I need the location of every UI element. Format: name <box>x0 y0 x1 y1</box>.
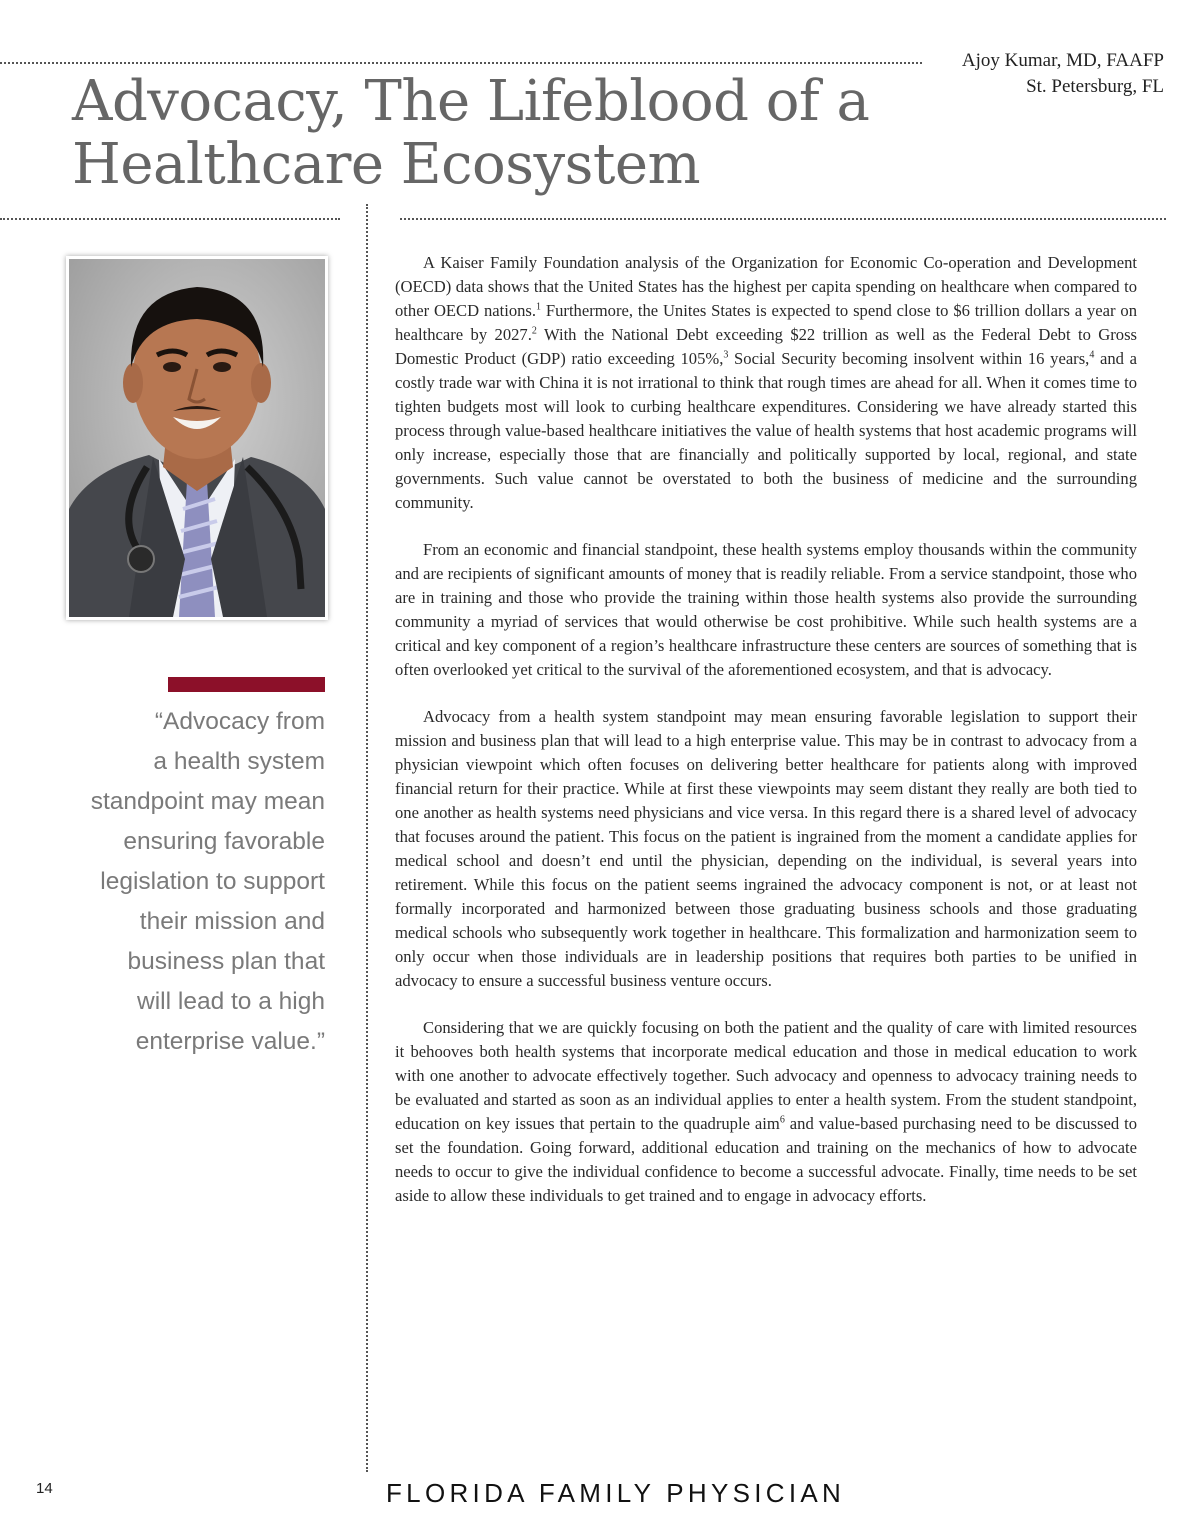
article-title <box>72 70 892 196</box>
title-line-2: Healthcare Ecosystem <box>72 132 701 197</box>
title-line-1: Advocacy, The Lifeblood of a <box>72 69 870 134</box>
top-dotted-rule <box>0 62 922 64</box>
pullquote-line: standpoint may mean <box>90 788 325 815</box>
article-paragraph <box>395 538 1137 682</box>
footnote-reference: 3 <box>723 349 729 361</box>
footnote-reference: 1 <box>536 301 542 313</box>
pullquote-line: a health system <box>153 748 325 775</box>
article-paragraph <box>395 705 1137 993</box>
page-number: 14 <box>36 1480 53 1497</box>
paragraph-text: Furthermore, the Unites States is expected to spend close to $6 trillion dollars a year on healthcare by 2027. <box>395 301 1137 344</box>
pullquote-line: enterprise value.” <box>135 1028 325 1055</box>
pullquote-line: their mission and <box>139 908 325 935</box>
paragraph-text: Social Security becoming insolvent within 16 years, <box>728 349 1090 368</box>
author-byline <box>962 48 1164 100</box>
footnote-reference: 4 <box>1089 349 1095 361</box>
paragraph-text: A Kaiser Family Foundation analysis of the Organization for Economic Co-operation and Development (OECD) data shows that the United States has the highest per capita spending on healthcare when compared to other OECD nations. <box>395 253 1137 320</box>
author-photo <box>66 256 328 620</box>
pullquote-line: business plan that <box>127 948 325 975</box>
paragraph-text: Considering that we are quickly focusing on both the patient and the quality of care with limited resources it behooves both health systems that incorporate medical education and those in medical education to work with one another to advocate effectively together. Such advocacy and openness to advocacy training needs to be evaluated and started as soon as an individual applies to enter a health system. From the student standpoint, education on key issues that pertain to the quadruple aim <box>395 1018 1137 1133</box>
portrait-illustration <box>69 259 325 617</box>
magazine-name: FLORIDA FAMILY PHYSICIAN <box>386 1478 846 1508</box>
paragraph-text: Advocacy from a health system standpoint may mean ensuring favorable legislation to support their mission and business plan that will lead to a high enterprise value. This may be in contrast to advocacy from a physician viewpoint which often focuses on delivering better healthcare for patients along with improved financial return for their practice. While at first these viewpoints may seem distant they really are both tied to one another as health systems need physicians and vice versa. In this regard there is a shared level of advocacy that focuses around the patient. This focus on the patient is ingrained from the moment a candidate applies for medical school and doesn’t end until the physician, depending on the individual, is several years into retirement. While this focus on the patient seems ingrained the advocacy component is not, or at least not formally incorporated and harmonized between those graduating business schools and those graduating medical schools who subsequently work together in healthcare. This formalization and harmonization seem to only occur when those individuals are in leadership positions that requires both parties to be unified in advocacy to ensure a successful business venture occurs. <box>395 707 1137 990</box>
author-location: St. Petersburg, FL <box>1026 76 1164 97</box>
footnote-reference: 2 <box>531 325 537 337</box>
paragraph-text: and value-based purchasing need to be discussed to set the foundation. Going forward, additional education and training on the mechanics of how to advocate needs to occur to give the individual confidence to become a successful advocate. Finally, time needs to be set aside to allow these individuals to get trained and to engage in advocacy efforts. <box>395 1114 1137 1205</box>
pullquote-line: will lead to a high <box>137 988 325 1015</box>
right-dotted-rule <box>400 218 1166 220</box>
paragraph-text: From an economic and financial standpoint, these health systems employ thousands within the community and are recipients of significant amounts of money that is readily reliable. From a service standpoint, those who are in training and those who provide the training within those health systems also provide the surrounding community a myriad of services that would otherwise be cost prohibitive. While such health systems are a critical and key component of a region’s healthcare infrastructure these centers are sources of something that is often overlooked yet critical to the survival of the aforementioned ecosystem, and that is advocacy. <box>395 540 1137 679</box>
column-divider <box>366 204 368 1472</box>
pullquote-line: ensuring favorable <box>123 828 325 855</box>
article-paragraph <box>395 1016 1137 1208</box>
pullquote-accent-bar <box>168 677 325 692</box>
article-paragraph <box>395 251 1137 515</box>
footnote-reference: 6 <box>779 1114 785 1126</box>
left-dotted-rule <box>0 218 340 220</box>
pullquote-line: legislation to support <box>100 868 325 895</box>
pullquote-line: “Advocacy from <box>154 708 325 735</box>
paragraph-text: and a costly trade war with China it is not irrational to think that rough times are ahead for all. When it comes time to tighten budgets most will look to curbing healthcare expenditures. Considering we have already started this process through value-based healthcare initiatives the value of health systems that host academic programs will only increase, especially those that are financially and politically supported by local, regional, and state governments. Such value cannot be overstated to both the business of medicine and the surrounding community. <box>395 349 1138 512</box>
paragraph-text: With the National Debt exceeding $22 trillion as well as the Federal Debt to Gross Domestic Product (GDP) ratio exceeding 105%, <box>395 325 1137 368</box>
article-body <box>395 251 1137 1231</box>
pull-quote <box>60 702 325 1062</box>
author-name: Ajoy Kumar, MD, FAAFP <box>961 50 1164 71</box>
